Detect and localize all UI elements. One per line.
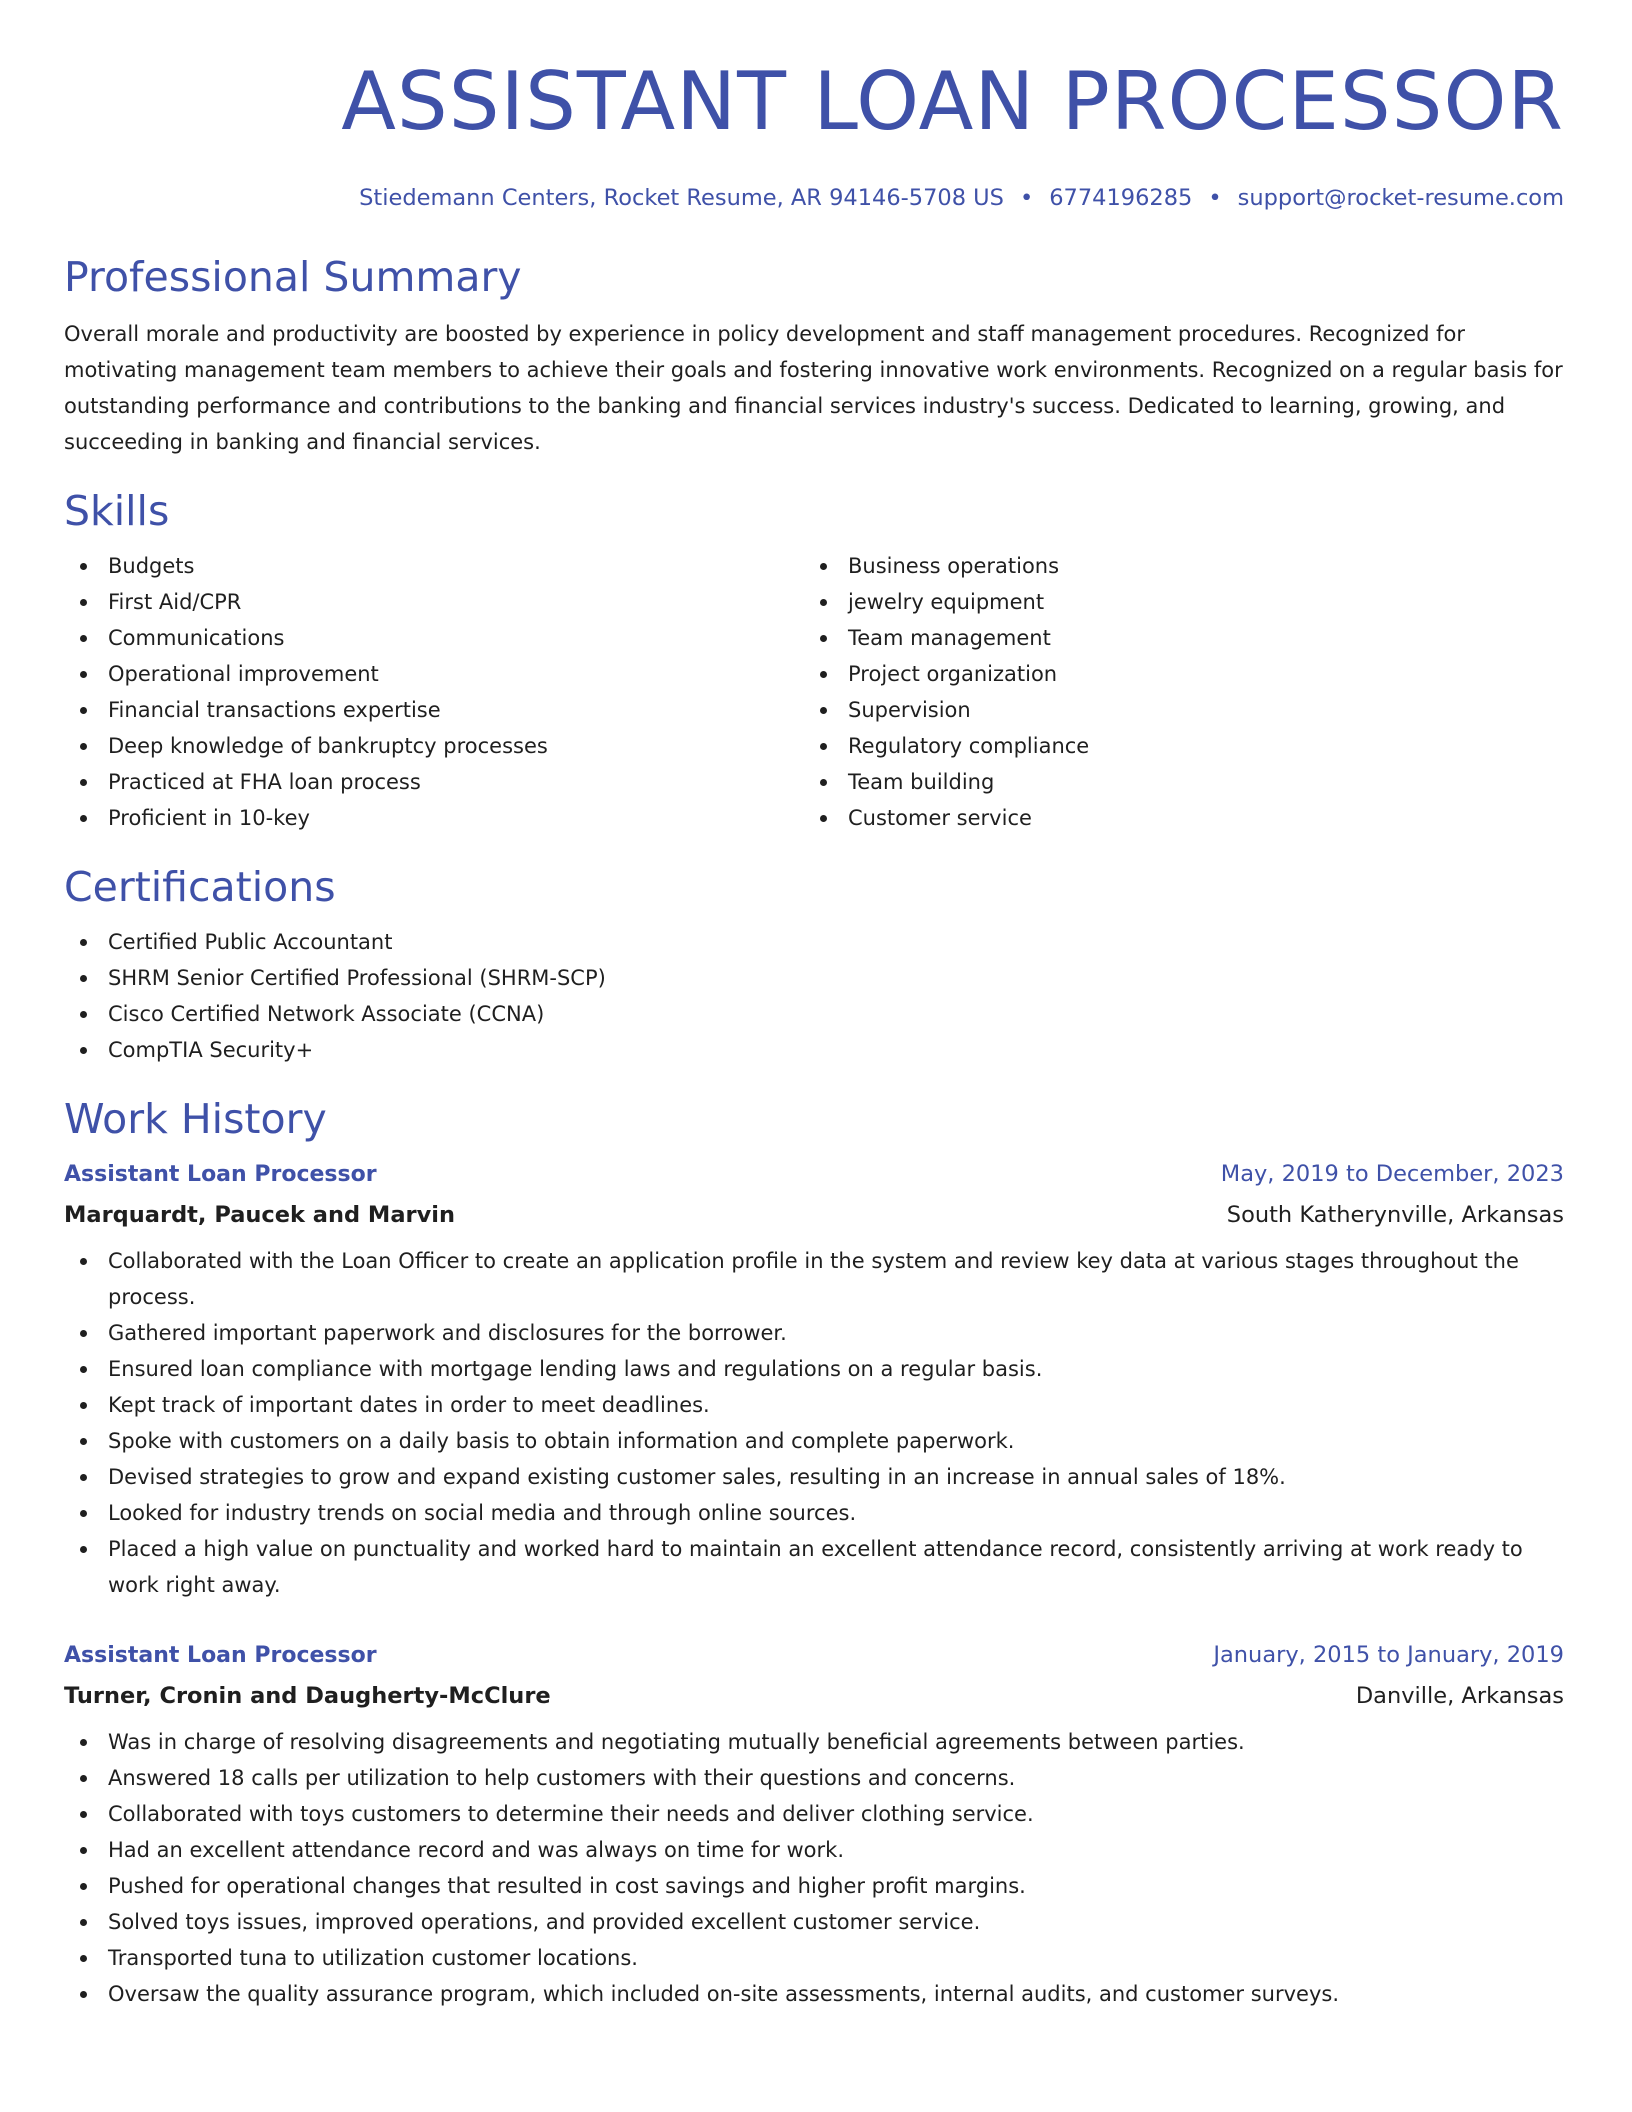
skills-grid xyxy=(64,548,1564,836)
job-header-row xyxy=(64,1158,1564,1191)
job-title: Assistant Loan Processor xyxy=(64,1643,377,1668)
skills-section xyxy=(64,486,1564,836)
job-company: Turner, Cronin and Daugherty-McClure xyxy=(64,1683,551,1709)
skill-item: Team management xyxy=(804,620,1544,656)
skill-item: Team building xyxy=(804,764,1544,800)
job-bullet: Was in charge of resolving disagreements and negotiating mutually beneficial agreements between parties. xyxy=(64,1724,1564,1760)
contact-phone: 6774196285 xyxy=(1049,185,1193,211)
summary-section xyxy=(64,252,1564,460)
job-title: Assistant Loan Processor xyxy=(64,1162,377,1187)
job-bullet: Collaborated with the Loan Officer to create an application profile in the system and review key data at various stages throughout the process. xyxy=(64,1243,1564,1315)
job-bullet: Kept track of important dates in order to meet deadlines. xyxy=(64,1387,1564,1423)
job-company-row xyxy=(64,1680,1564,1712)
certifications-section xyxy=(64,862,1564,1068)
job-bullet: Solved toys issues, improved operations, and provided excellent customer service. xyxy=(64,1904,1564,1940)
job-bullet: Ensured loan compliance with mortgage lending laws and regulations on a regular basis. xyxy=(64,1351,1564,1387)
skill-item: First Aid/CPR xyxy=(64,584,804,620)
certification-item: Certified Public Accountant xyxy=(64,924,1564,960)
contact-separator: • xyxy=(1208,185,1222,211)
job-bullet: Spoke with customers on a daily basis to obtain information and complete paperwork. xyxy=(64,1423,1564,1459)
certification-item: Cisco Certified Network Associate (CCNA) xyxy=(64,996,1564,1032)
job-bullet: Looked for industry trends on social media and through online sources. xyxy=(64,1495,1564,1531)
job-bullet: Collaborated with toys customers to determine their needs and deliver clothing service. xyxy=(64,1796,1564,1832)
job-bullet: Placed a high value on punctuality and worked hard to maintain an excellent attendance record, consistently arriving at work ready to work right away. xyxy=(64,1531,1564,1603)
job-bullet-list xyxy=(64,1243,1564,1603)
skill-item: Proficient in 10-key xyxy=(64,800,804,836)
job-location: Danville, Arkansas xyxy=(1355,1683,1564,1709)
job-entry xyxy=(64,1158,1564,1603)
job-dates: January, 2015 to January, 2019 xyxy=(1213,1642,1564,1668)
skill-item: Operational improvement xyxy=(64,656,804,692)
work-history-section xyxy=(64,1094,1564,2012)
job-company: Marquardt, Paucek and Marvin xyxy=(64,1202,456,1228)
skill-item: jewelry equipment xyxy=(804,584,1544,620)
summary-heading: Professional Summary xyxy=(64,253,522,301)
job-entry xyxy=(64,1639,1564,2012)
job-bullet: Answered 18 calls per utilization to help customers with their questions and concerns. xyxy=(64,1760,1564,1796)
skill-item: Customer service xyxy=(804,800,1544,836)
job-dates: May, 2019 to December, 2023 xyxy=(1220,1161,1564,1187)
certifications-list xyxy=(64,924,1564,1068)
skill-item: Budgets xyxy=(64,548,804,584)
contact-address: Stiedemann Centers, Rocket Resume, AR 94146-5708 US xyxy=(359,185,1004,211)
skill-item: Regulatory compliance xyxy=(804,728,1544,764)
certification-item: SHRM Senior Certified Professional (SHRM-SCP) xyxy=(64,960,1564,996)
candidate-name: ASSISTANT LOAN PROCESSOR xyxy=(341,55,1564,148)
job-location: South Katherynville, Arkansas xyxy=(1226,1202,1564,1228)
contact-separator: • xyxy=(1019,185,1034,211)
summary-text: Overall morale and productivity are boosted by experience in policy development and staff management procedures. Recognized for motivating management team members to achieve their goals and fostering innovative work environments. Recognized on a regular basis for outstanding performance and contributions to the banking and financial services industry's success. Dedicated to learning, growing, and succeeding in banking and financial services. xyxy=(64,322,1563,454)
job-bullet: Gathered important paperwork and disclosures for the borrower. xyxy=(64,1315,1564,1351)
job-bullet: Devised strategies to grow and expand existing customer sales, resulting in an increase in annual sales of 18%. xyxy=(64,1459,1564,1495)
skill-item: Financial transactions expertise xyxy=(64,692,804,728)
certifications-heading: Certifications xyxy=(64,863,336,911)
job-header-row xyxy=(64,1639,1564,1672)
skill-item: Practiced at FHA loan process xyxy=(64,764,804,800)
work-history-heading: Work History xyxy=(64,1095,327,1143)
resume-header xyxy=(64,0,1564,214)
contact-line xyxy=(64,182,1564,214)
skill-item: Project organization xyxy=(804,656,1544,692)
contact-email[interactable]: support@rocket-resume.com xyxy=(1237,185,1564,211)
skills-heading: Skills xyxy=(64,487,170,535)
skills-left-list xyxy=(64,548,804,836)
job-bullet-list xyxy=(64,1724,1564,2012)
skill-item: Communications xyxy=(64,620,804,656)
skills-right-list xyxy=(804,548,1544,836)
skill-item: Supervision xyxy=(804,692,1544,728)
job-bullet: Transported tuna to utilization customer locations. xyxy=(64,1940,1564,1976)
skill-item: Business operations xyxy=(804,548,1544,584)
job-company-row xyxy=(64,1199,1564,1231)
job-bullet: Pushed for operational changes that resulted in cost savings and higher profit margins. xyxy=(64,1868,1564,1904)
job-bullet: Oversaw the quality assurance program, which included on-site assessments, internal audits, and customer surveys. xyxy=(64,1976,1564,2012)
certification-item: CompTIA Security+ xyxy=(64,1032,1564,1068)
job-bullet: Had an excellent attendance record and was always on time for work. xyxy=(64,1832,1564,1868)
skill-item: Deep knowledge of bankruptcy processes xyxy=(64,728,804,764)
